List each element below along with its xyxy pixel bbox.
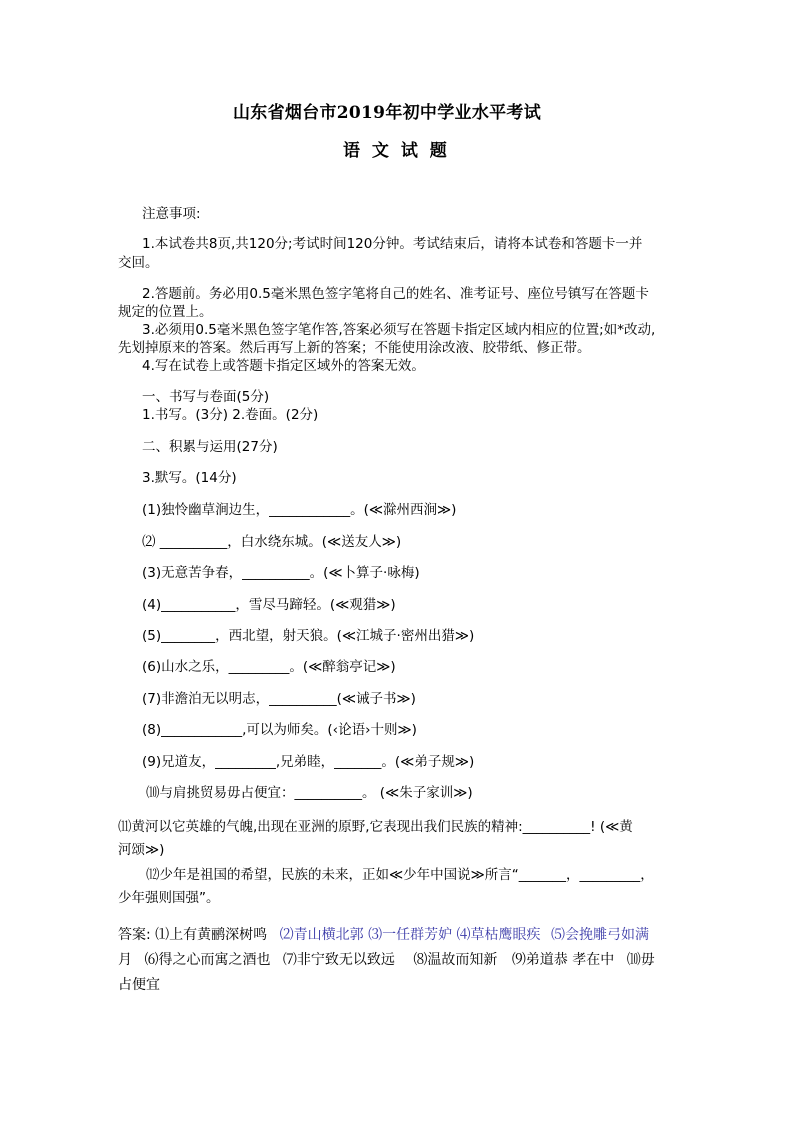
question-3-11-line-1: ⑾黄河以它英雄的气魄,出现在亚洲的原野,它表现出我们民族的精神:__________! (≪黄: [118, 819, 633, 835]
section-1-items: 1.书写。(3分) 2.卷面。(2分): [142, 407, 319, 423]
question-3-4: (4)___________，雪尽马蹄轻。(≪观猎≫): [142, 597, 396, 613]
note-2-line-1: 2.答题前。务必用0.5毫米黑色签字笔将自己的姓名、准考证号、座位号镇写在答题卡: [142, 286, 649, 302]
question-3-2: ⑵ __________，白水绕东城。(≪送友人≫): [142, 534, 402, 550]
answer-9: ⑼弟道恭 孝在中: [511, 952, 615, 968]
note-4: 4.写在试卷上或答题卡指定区域外的答案无效。: [142, 358, 425, 374]
question-3-heading: 3.默写。(14分): [142, 470, 237, 486]
question-3-9: (9)兄道友，_________,兄弟睦，_______。(≪弟子规≫): [142, 754, 475, 770]
notes-heading: 注意事项:: [142, 206, 201, 222]
question-3-1: (1)独怜幽草涧边生，____________。(≪滁州西涧≫): [142, 502, 457, 518]
note-3-line-1: 3.必须用0.5毫米黑色签字笔作答,答案必须写在答题卡指定区域内相应的位置;如*改动,: [142, 322, 656, 338]
answer-6: ⑹得之心而寓之酒也: [144, 952, 271, 968]
question-3-8: (8)____________,可以为师矣。(‹论语›十则≫): [142, 722, 417, 738]
question-3-5: (5)________，西北望，射天狼。(≪江城子·密州出猎≫): [142, 628, 475, 644]
note-1-line-2: 交回。: [118, 255, 159, 271]
question-3-7: (7)非澹泊无以明志，__________(≪诫子书≫): [142, 691, 416, 707]
question-3-10: ⑽与肩挑贸易毋占便宜：__________。 (≪朱子家训≫): [146, 785, 473, 801]
section-1-heading: 一、书写与卷面(5分): [142, 389, 270, 405]
answer-10: ⑽毋: [626, 952, 655, 968]
answer-5-cont: 月: [118, 952, 132, 968]
question-3-6: (6)山水之乐，_________。(≪醉翁亭记≫): [142, 659, 396, 675]
answer-1: ⑴上有黄鹂深树鸣: [155, 927, 268, 943]
answer-2: ⑵青山横北郭: [279, 927, 364, 943]
note-3-line-2: 先划掉原来的答案。然后再写上新的答案；不能使用涂改液、胶带纸、修正带。: [118, 340, 591, 356]
answer-5: ⑸会挽雕弓如满: [550, 927, 649, 943]
answer-8: ⑻温故而知新: [413, 952, 498, 968]
question-3-12-line-1: ⑿少年是祖国的希望，民族的未来，正如≪少年中国说≫所言“_______，_________，: [146, 867, 654, 883]
answer-4: ⑷草枯鹰眼疾: [456, 927, 541, 943]
page-subtitle: 语 文 试 题: [343, 141, 450, 161]
answer-label: 答案:: [118, 927, 151, 943]
section-2-heading: 二、积累与运用(27分): [142, 439, 278, 455]
answer-10-cont: 占便宜: [118, 977, 160, 993]
question-3-11-line-2: 河颂≫): [118, 842, 165, 858]
answer-3: ⑶一任群芳妒: [368, 927, 453, 943]
answer-7: ⑺非宁致无以致远: [282, 952, 395, 968]
note-2-line-2: 规定的位置上。: [118, 304, 213, 320]
question-3-3: (3)无意苦争春，__________。(≪卜算子·咏梅): [142, 565, 420, 581]
note-1-line-1: 1.本试卷共8页,共120分;考试时间120分钟。考试结束后，请将本试卷和答题卡一并: [142, 236, 643, 252]
page-title: 山东省烟台市2019年初中学业水平考试: [233, 103, 542, 123]
question-3-12-line-2: 少年强则国强”。: [118, 890, 220, 906]
